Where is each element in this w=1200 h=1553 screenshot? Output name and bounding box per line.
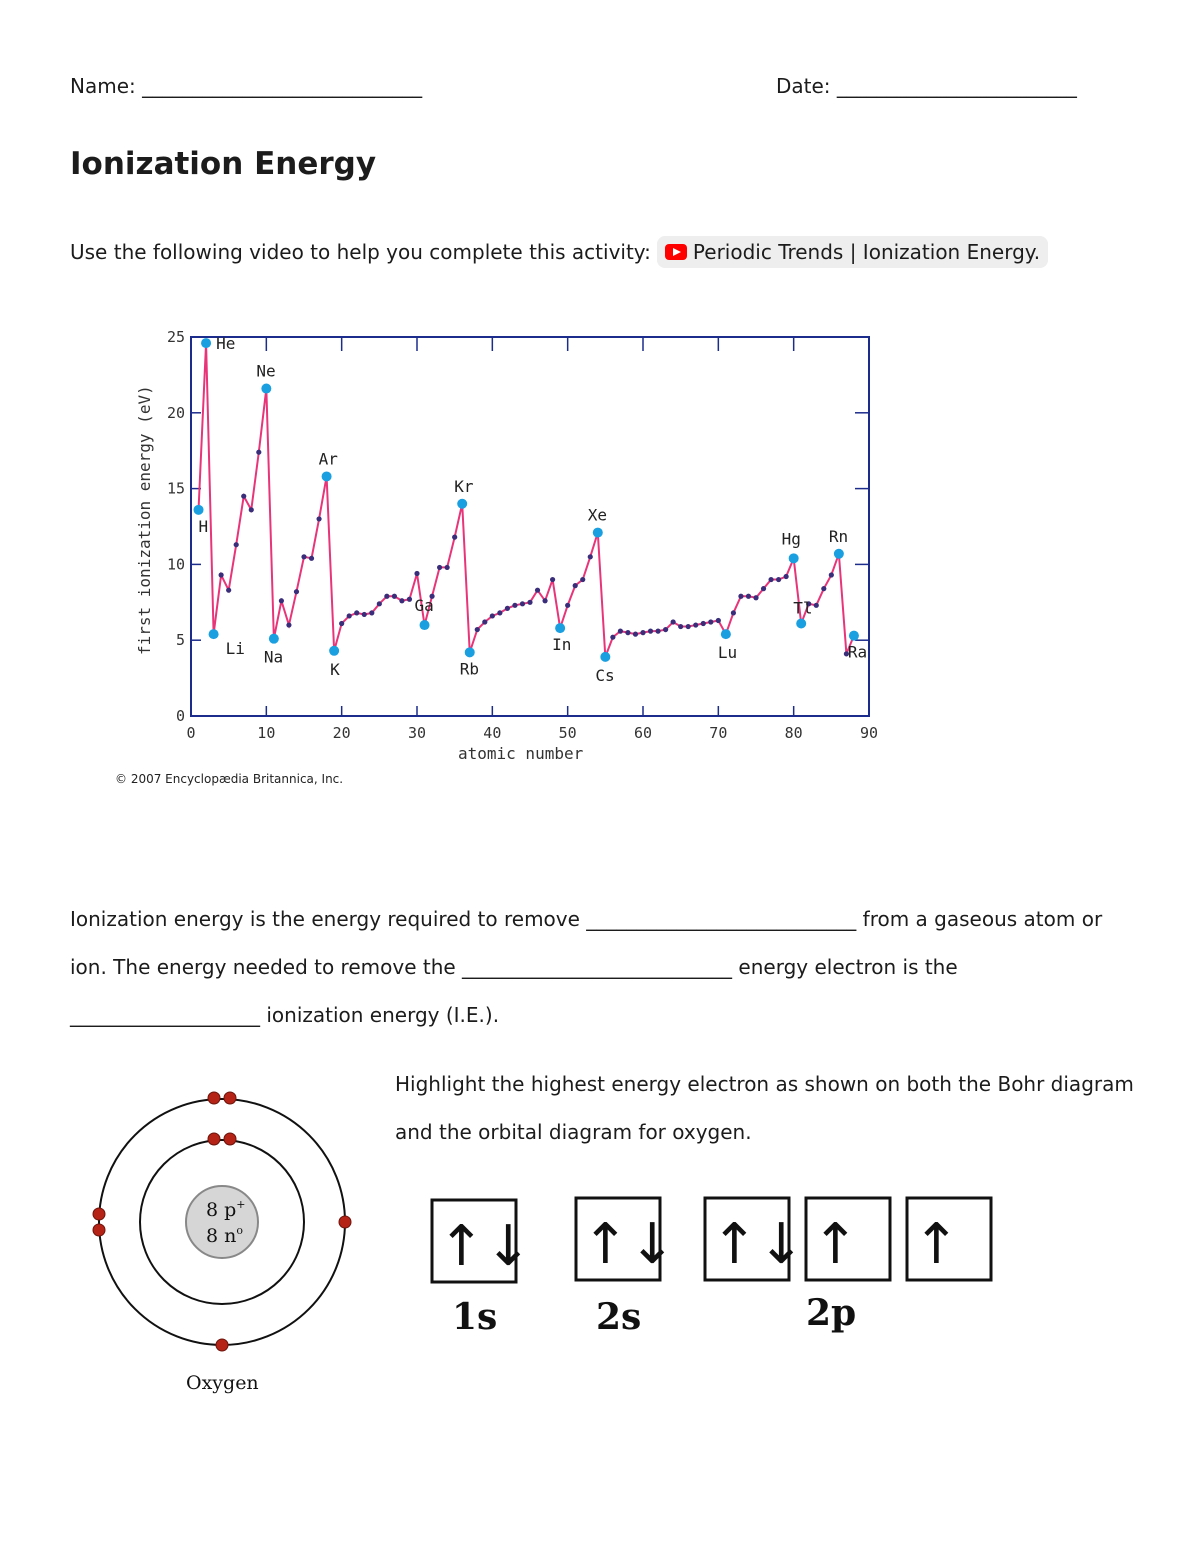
labeled-point-rn bbox=[834, 549, 844, 559]
data-point bbox=[475, 627, 480, 632]
labeled-point-ar bbox=[322, 471, 332, 481]
labeled-point-h bbox=[194, 505, 204, 515]
data-point bbox=[309, 556, 314, 561]
element-label-in: In bbox=[552, 635, 572, 655]
y-tick-label: 15 bbox=[166, 479, 185, 498]
electron-arrows-2p-1: ↑↓ bbox=[711, 1212, 805, 1277]
x-tick-label: 0 bbox=[186, 724, 196, 742]
element-label-ne: Ne bbox=[256, 361, 276, 381]
name-label: Name: bbox=[70, 74, 136, 98]
data-point bbox=[776, 577, 781, 582]
neutrons-label: 8 $n^o$ bbox=[206, 1224, 243, 1247]
data-point bbox=[377, 601, 382, 606]
data-point bbox=[821, 586, 826, 591]
element-label-xe: Xe bbox=[587, 505, 608, 525]
electron-arrows-2p-2: ↑ bbox=[812, 1212, 859, 1277]
blank-1[interactable]: ___________________________ bbox=[586, 907, 857, 931]
data-point bbox=[610, 635, 615, 640]
element-label-tl: Tl bbox=[793, 598, 813, 618]
data-point bbox=[731, 610, 736, 615]
data-point bbox=[241, 494, 246, 499]
ionization-series-line bbox=[199, 343, 854, 657]
label-2p: 2p bbox=[806, 1292, 857, 1334]
labeled-point-tl bbox=[796, 619, 806, 629]
nucleus bbox=[186, 1186, 258, 1258]
intro-text: Use the following video to help you complete this activity: bbox=[70, 240, 651, 264]
electron-inner-1[interactable] bbox=[208, 1133, 220, 1145]
data-point bbox=[768, 577, 773, 582]
electron-outer-5[interactable] bbox=[339, 1216, 351, 1228]
name-blank[interactable]: ____________________________ bbox=[142, 74, 423, 98]
y-tick-label: 25 bbox=[166, 328, 185, 346]
page-title: Ionization Energy bbox=[70, 146, 377, 182]
data-point bbox=[655, 629, 660, 634]
electron-outer-3[interactable] bbox=[93, 1208, 105, 1220]
data-point bbox=[294, 589, 299, 594]
data-point bbox=[316, 516, 321, 521]
data-point bbox=[640, 630, 645, 635]
ionization-chart bbox=[110, 320, 900, 800]
data-point bbox=[761, 586, 766, 591]
chart-svg bbox=[110, 320, 900, 800]
data-point bbox=[505, 606, 510, 611]
date-label: Date: bbox=[776, 74, 831, 98]
labeled-point-he bbox=[201, 338, 211, 348]
y-tick-label: 0 bbox=[175, 707, 185, 725]
data-point bbox=[482, 619, 487, 624]
labeled-point-rb bbox=[465, 647, 475, 657]
element-label-lu: Lu bbox=[717, 643, 738, 663]
data-point bbox=[535, 588, 540, 593]
labeled-point-li bbox=[209, 629, 219, 639]
y-tick-label: 10 bbox=[166, 555, 185, 574]
electron-inner-2[interactable] bbox=[224, 1133, 236, 1145]
element-label-na: Na bbox=[263, 647, 284, 667]
labeled-point-cs bbox=[600, 652, 610, 662]
data-point bbox=[445, 565, 450, 570]
data-point bbox=[671, 619, 676, 624]
data-point bbox=[633, 632, 638, 637]
data-point bbox=[550, 577, 555, 582]
data-point bbox=[249, 507, 254, 512]
y-tick-label: 20 bbox=[166, 403, 185, 422]
video-link-label[interactable]: Periodic Trends | Ionization Energy. bbox=[692, 240, 1041, 264]
x-tick-label: 90 bbox=[859, 724, 879, 742]
x-tick-label: 70 bbox=[709, 724, 728, 742]
labeled-point-in bbox=[555, 623, 565, 633]
data-point bbox=[746, 594, 751, 599]
name-field[interactable] bbox=[70, 74, 422, 98]
x-tick-label: 10 bbox=[257, 724, 276, 742]
intro-line bbox=[70, 236, 1048, 268]
y-tick-label: 5 bbox=[175, 631, 185, 650]
data-point bbox=[414, 571, 419, 576]
data-point bbox=[437, 565, 442, 570]
x-tick-label: 40 bbox=[483, 724, 502, 742]
para-text-3: energy electron is the bbox=[738, 955, 958, 979]
youtube-play-icon bbox=[665, 244, 687, 260]
data-point bbox=[527, 600, 532, 605]
blank-3[interactable]: ___________________ bbox=[70, 1003, 260, 1027]
data-point bbox=[716, 618, 721, 623]
data-point bbox=[399, 598, 404, 603]
element-label-kr: Kr bbox=[454, 476, 474, 496]
element-label-ar: Ar bbox=[318, 449, 338, 469]
data-point bbox=[279, 598, 284, 603]
highlight-instruction: Highlight the highest energy electron as shown on both the Bohr diagram and the orbital diagram for oxygen. bbox=[395, 1072, 1134, 1144]
data-point bbox=[256, 450, 261, 455]
date-field[interactable] bbox=[776, 74, 1077, 98]
bohr-diagram bbox=[70, 1060, 380, 1410]
x-tick-label: 30 bbox=[407, 724, 427, 742]
data-point bbox=[339, 621, 344, 626]
data-point bbox=[520, 601, 525, 606]
data-point bbox=[301, 554, 306, 559]
labeled-point-ne bbox=[261, 384, 271, 394]
data-point bbox=[490, 613, 495, 618]
para-text-4: ionization energy (I.E.). bbox=[266, 1003, 500, 1027]
data-point bbox=[625, 630, 630, 635]
labeled-point-lu bbox=[721, 629, 731, 639]
labeled-point-xe bbox=[593, 528, 603, 538]
x-axis-label: atomic number bbox=[458, 744, 584, 763]
plot-frame bbox=[191, 337, 869, 716]
element-label-hg: Hg bbox=[781, 529, 801, 549]
y-axis-label: first ionization energy (eV) bbox=[135, 385, 154, 655]
data-point bbox=[693, 622, 698, 627]
labeled-point-hg bbox=[789, 553, 799, 563]
protons-label: 8 p+ bbox=[206, 1198, 246, 1221]
electron-arrows-1s: ↑↓ bbox=[438, 1214, 532, 1279]
para-text-1: Ionization energy is the energy required to remove bbox=[70, 907, 580, 931]
data-point bbox=[701, 621, 706, 626]
data-point bbox=[384, 594, 389, 599]
element-label-k: K bbox=[330, 659, 340, 679]
data-point bbox=[565, 603, 570, 608]
data-point bbox=[573, 583, 578, 588]
x-tick-label: 60 bbox=[633, 724, 653, 742]
data-point bbox=[219, 572, 224, 577]
electron-outer-2[interactable] bbox=[224, 1092, 236, 1104]
element-label-rb: Rb bbox=[459, 659, 479, 679]
label-1s: 1s bbox=[452, 1296, 498, 1338]
labeled-point-na bbox=[269, 634, 279, 644]
data-point bbox=[497, 610, 502, 615]
electron-arrows-2s: ↑↓ bbox=[582, 1212, 676, 1277]
data-point bbox=[784, 574, 789, 579]
labeled-point-k bbox=[329, 646, 339, 656]
data-point bbox=[407, 597, 412, 602]
data-point bbox=[226, 588, 231, 593]
data-point bbox=[753, 595, 758, 600]
element-label-he: He bbox=[216, 334, 236, 354]
element-label-h: H bbox=[198, 516, 209, 536]
x-tick-label: 50 bbox=[558, 724, 577, 742]
data-point bbox=[362, 612, 367, 617]
data-point bbox=[512, 603, 517, 608]
element-label-ra: Ra bbox=[847, 642, 868, 662]
labeled-point-kr bbox=[457, 499, 467, 509]
data-point bbox=[618, 629, 623, 634]
data-point bbox=[452, 535, 457, 540]
electron-outer-4[interactable] bbox=[93, 1224, 105, 1236]
data-point bbox=[234, 542, 239, 547]
label-2s: 2s bbox=[596, 1296, 642, 1338]
data-point bbox=[708, 619, 713, 624]
bohr-svg bbox=[70, 1060, 380, 1410]
blank-2[interactable]: ___________________________ bbox=[462, 955, 733, 979]
data-point bbox=[648, 629, 653, 634]
data-point bbox=[814, 603, 819, 608]
data-point bbox=[686, 624, 691, 629]
data-point bbox=[392, 594, 397, 599]
date-blank[interactable]: ________________________ bbox=[836, 74, 1077, 98]
labeled-point-ra bbox=[849, 631, 859, 641]
electron-outer-6[interactable] bbox=[216, 1339, 228, 1351]
electron-outer-1[interactable] bbox=[208, 1092, 220, 1104]
labeled-point-ga bbox=[420, 620, 430, 630]
element-label-rn: Rn bbox=[828, 526, 849, 546]
element-label: Oxygen bbox=[186, 1372, 259, 1394]
orbital-diagram bbox=[420, 1185, 1020, 1355]
data-point bbox=[738, 594, 743, 599]
data-point bbox=[580, 577, 585, 582]
data-point bbox=[347, 613, 352, 618]
data-point bbox=[286, 622, 291, 627]
data-point bbox=[678, 624, 683, 629]
data-point bbox=[663, 627, 668, 632]
element-label-ga: Ga bbox=[414, 596, 434, 616]
orbital-svg bbox=[420, 1185, 1020, 1355]
element-label-li: Li bbox=[225, 639, 245, 659]
x-tick-label: 20 bbox=[332, 724, 351, 742]
data-point bbox=[588, 554, 593, 559]
data-point bbox=[542, 598, 547, 603]
video-link[interactable] bbox=[657, 236, 1048, 268]
electron-arrows-2p-3: ↑ bbox=[913, 1212, 960, 1277]
element-label-cs: Cs bbox=[595, 665, 615, 685]
data-point bbox=[829, 572, 834, 577]
definition-paragraph bbox=[70, 895, 1140, 1039]
para-text-2: from a gaseous atom or ion. The energy needed to remove the bbox=[70, 907, 1103, 979]
data-point bbox=[354, 610, 359, 615]
copyright-text: © 2007 Encyclopædia Britannica, Inc. bbox=[115, 772, 344, 786]
x-tick-label: 80 bbox=[784, 724, 803, 742]
data-point bbox=[369, 610, 374, 615]
